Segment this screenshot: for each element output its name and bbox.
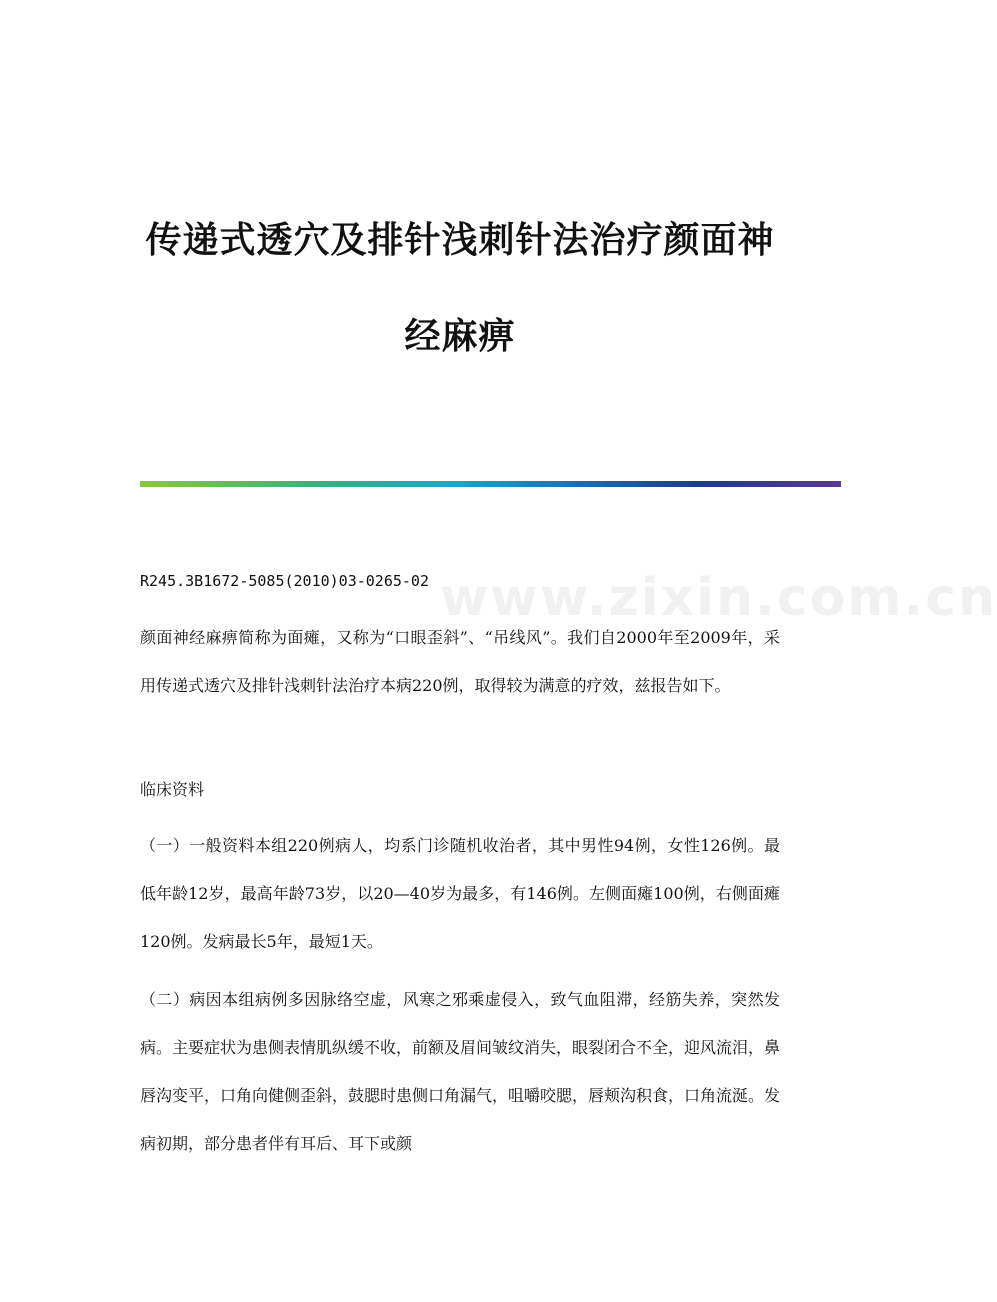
document-title-line-1: 传递式透穴及排针浅刺针法治疗颜面神 — [145, 219, 775, 261]
section-heading-clinical-data: 临床资料 — [140, 780, 205, 799]
etiology-paragraph: （二）病因本组病例多因脉络空虚，风寒之邪乘虚侵入，致气血阻滞，经筋失养，突然发病。主要症状为患侧表情肌纵缓不收，前额及眉间皱纹消失，眼裂闭合不全，迎风流泪，鼻唇沟变平，口角向健侧歪斜，鼓腮时患侧口角漏气，咀嚼咬腮，唇颊沟积食，口角流涎。发病初期，部分患者伴有耳后、耳下或颜 — [140, 990, 781, 1153]
intro-paragraph: 颜面神经麻痹简称为面瘫，又称为“口眼歪斜”、“吊线风”。我们自2000年至2009年，采用传递式透穴及排针浅刺针法治疗本病220例，取得较为满意的疗效，兹报告如下。 — [140, 628, 780, 695]
title-divider — [140, 481, 841, 487]
watermark: www.zixin.com.cn — [440, 568, 997, 628]
classification-code: R245.3B1672-5085(2010)03-0265-02 — [140, 572, 429, 590]
document-title-line-2: 经麻痹 — [404, 315, 516, 357]
general-data-paragraph: （一）一般资料本组220例病人，均系门诊随机收治者，其中男性94例，女性126例。最低年龄12岁，最高年龄73岁，以20—40岁为最多，有146例。左侧面瘫100例，右侧面瘫120例。发病最长5年，最短1天。 — [140, 836, 780, 951]
